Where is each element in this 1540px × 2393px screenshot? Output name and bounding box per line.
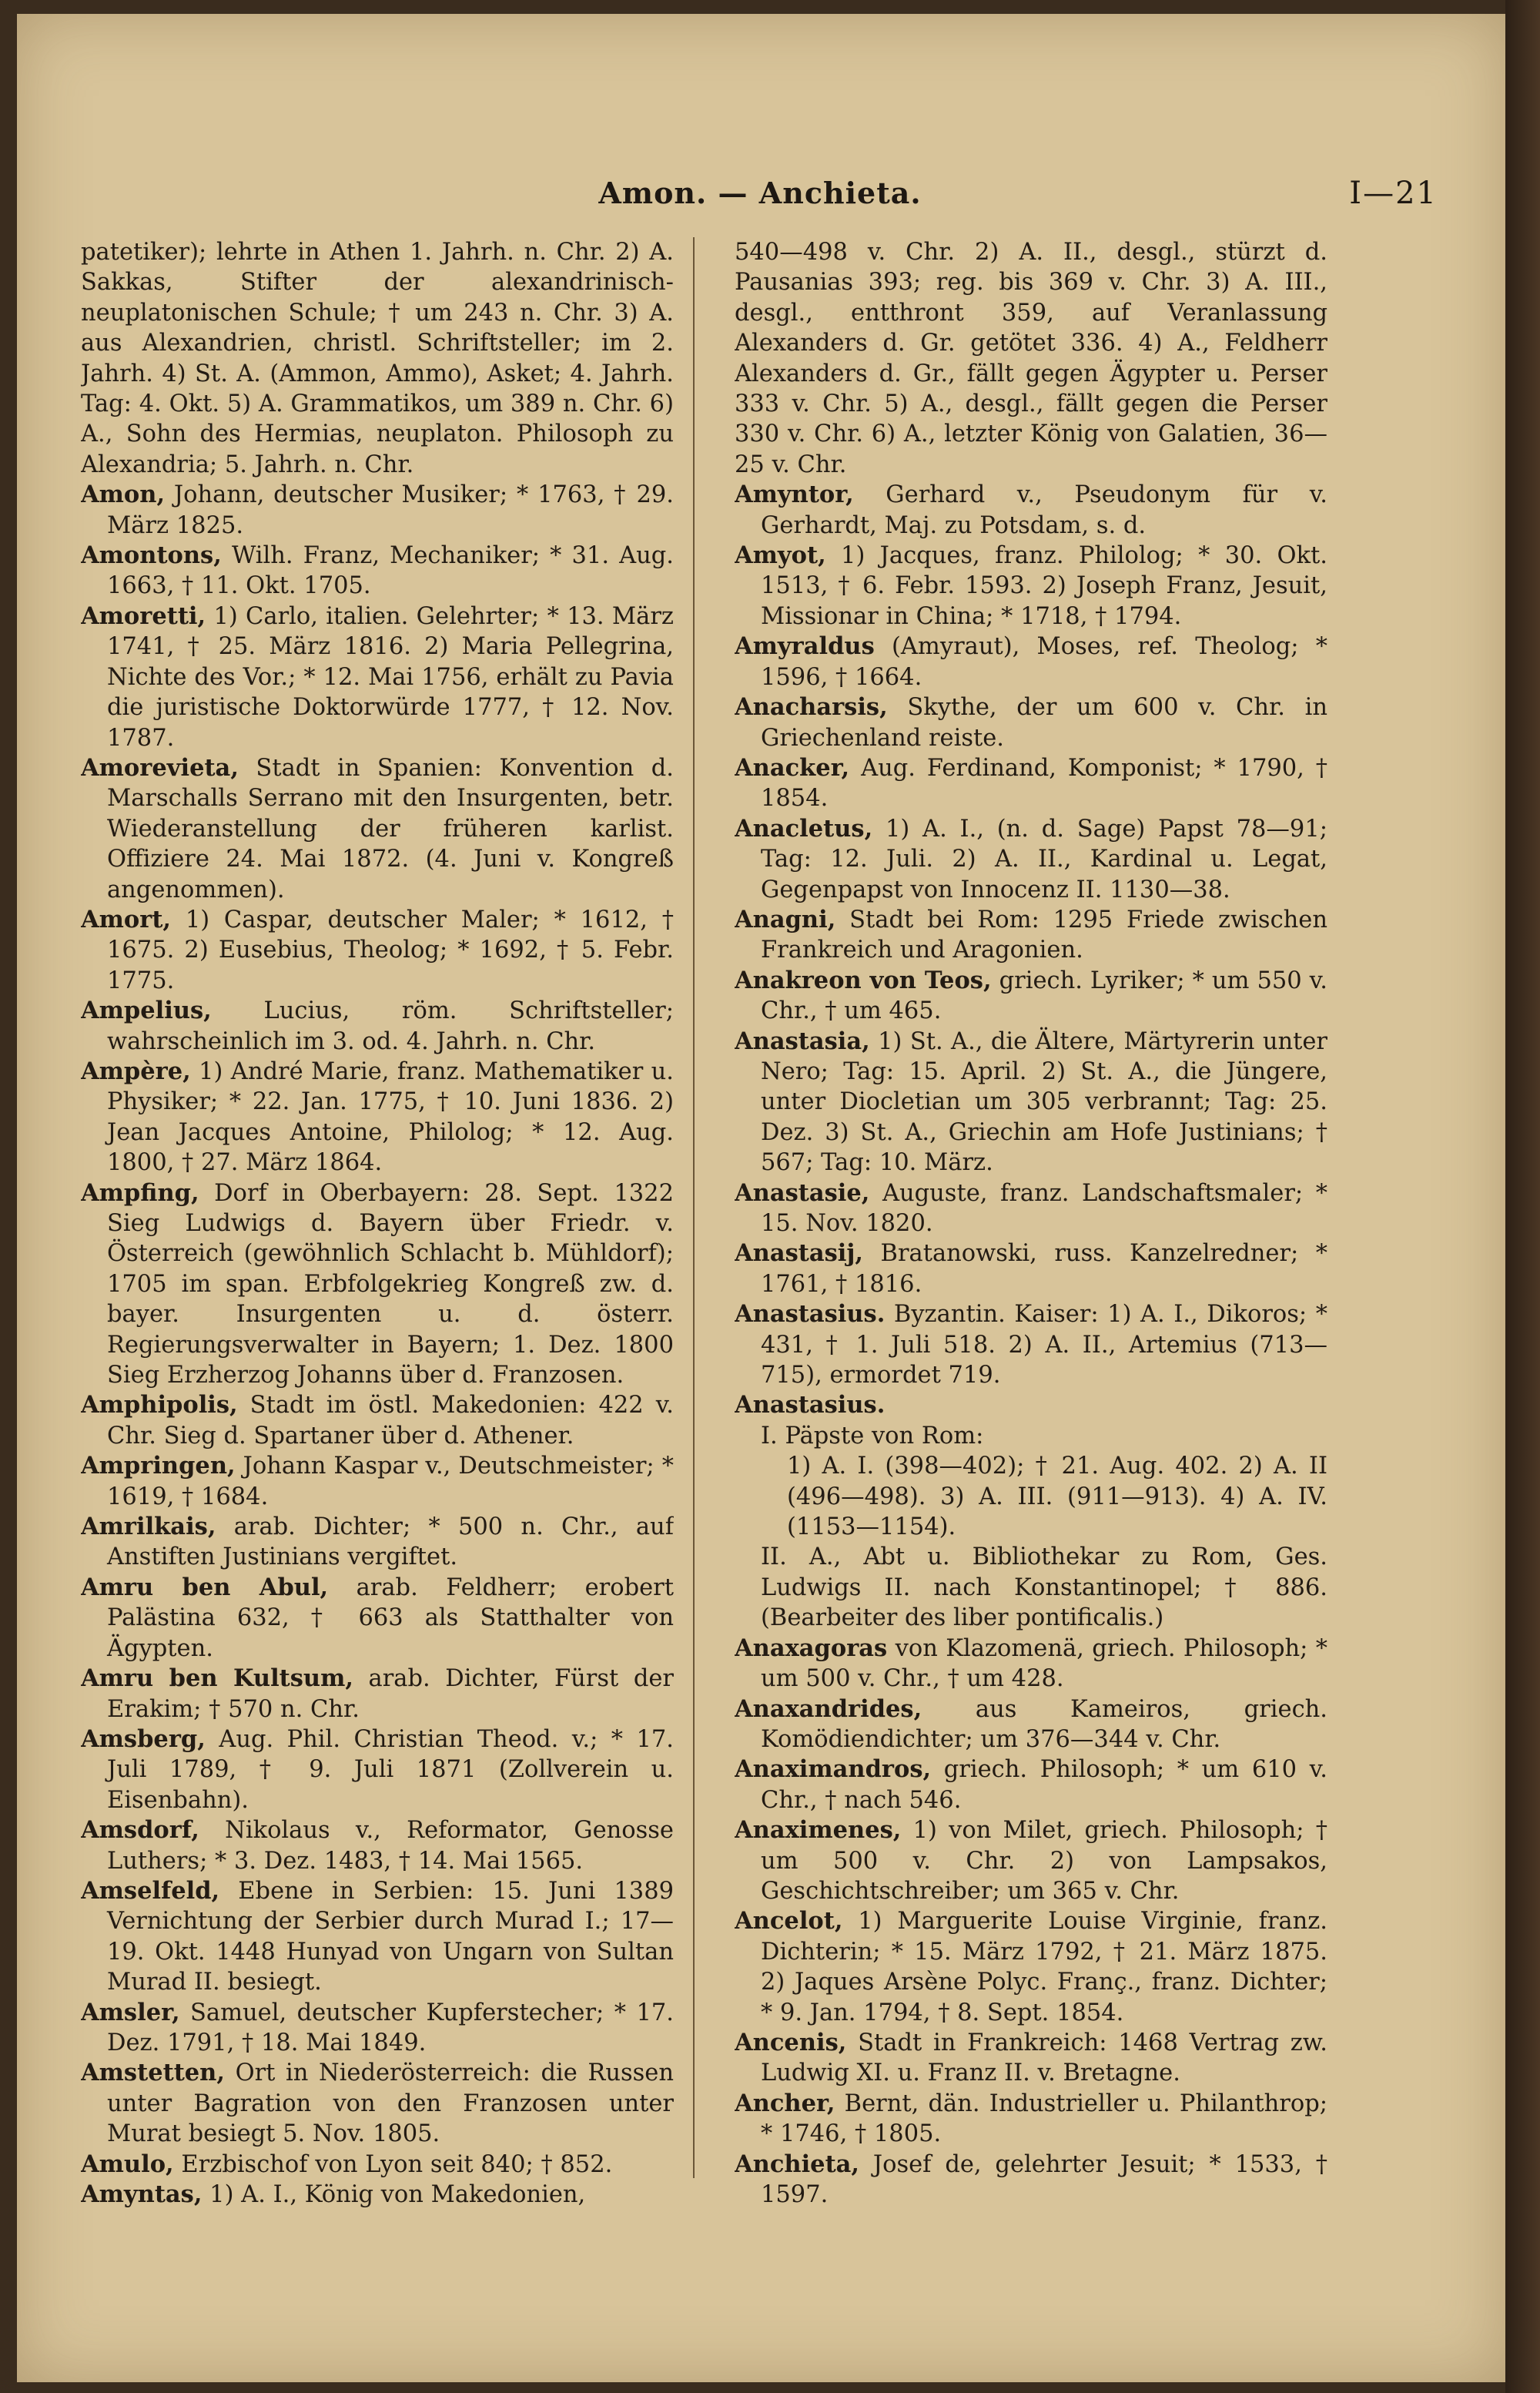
dictionary-entry bbox=[735, 541, 1327, 632]
dictionary-entry bbox=[81, 541, 674, 602]
entry-text: 540—498 v. Chr. 2) A. II., desgl., stürzt d. Pausanias 393; reg. bis 369 v. Chr. 3) A. III., desgl., entthront 359, auf Veranlassung Alexanders d. Gr. getötet 336. 4) A., Feldherr Alexanders d. Gr., fällt gegen Ägypter u. Perser 333 v. Chr. 5) A., desgl., fällt gegen die Perser 330 v. Chr. 6) A., letzter König von Galatien, 36—25 v. Chr. bbox=[735, 239, 1327, 478]
dictionary-entry bbox=[735, 1755, 1327, 1815]
entry-headword: Amyot, bbox=[735, 541, 826, 570]
entry-text: Johann Kaspar v., Deutschmeister; * 1619, † 1684. bbox=[107, 1453, 674, 1510]
entry-headword: Amon, bbox=[81, 481, 166, 509]
entry-headword: Anastasij, bbox=[735, 1239, 864, 1268]
entry-text: Ort in Niederösterreich: die Russen unter Bagration von den Franzosen unter Murat besiegt 5. Nov. 1805. bbox=[107, 2060, 674, 2148]
running-title: Amon. — Anchieta. bbox=[598, 176, 922, 210]
entry-headword: Ampringen, bbox=[81, 1452, 236, 1480]
entry-text: griech. Philosoph; * um 610 v. Chr., † nach 546. bbox=[761, 1756, 1327, 1814]
dictionary-entry bbox=[81, 1178, 674, 1391]
dictionary-entry bbox=[735, 2028, 1327, 2089]
book-spine-edge bbox=[1505, 0, 1540, 2393]
entry-headword: Amorevieta, bbox=[81, 753, 239, 782]
entry-headword: Amstetten, bbox=[81, 2059, 225, 2087]
dictionary-entry bbox=[735, 1815, 1327, 1906]
entry-headword: Amselfeld, bbox=[81, 1876, 220, 1905]
entry-text: II. A., Abt u. Bibliothekar zu Rom, Ges. Ludwigs II. nach Konstantinopel; † 886. (Bearbeiter des liber pontificalis.) bbox=[761, 1543, 1327, 1632]
entry-text: Stadt in Spanien: Konvention d. Marschalls Serrano mit den Insurgenten, betr. Wiederanstellung der früheren karlist. Offiziere 24. Mai 1872. (4. Juni v. Kongreß angenommen). bbox=[107, 754, 674, 903]
dictionary-entry bbox=[735, 1634, 1327, 1694]
entry-text: patetiker); lehrte in Athen 1. Jahrh. n. Chr. 2) A. Sakkas, Stifter der alexandrinisch-neuplatonischen Schule; † um 243 n. Chr. 3) A. aus Alexandrien, christl. Schriftsteller; im 2. Jahrh. 4) St. A. (Ammon, Ammo), Asket; 4. Jahrh. Tag: 4. Okt. 5) A. Grammatikos, um 389 n. Chr. 6) A., Sohn des Hermias, neuplaton. Philosoph zu Alexandria; 5. Jahrh. n. Chr. bbox=[81, 239, 674, 478]
book-page bbox=[17, 14, 1507, 2382]
entry-headword: Amsler, bbox=[81, 1998, 180, 2026]
entry-text: arab. Dichter, Fürst der Erakim; † 570 n. Chr. bbox=[107, 1665, 674, 1723]
entry-headword: Anchieta, bbox=[735, 2150, 860, 2178]
entry-text: (Amyraut), Moses, ref. Theolog; * 1596, † 1664. bbox=[761, 633, 1327, 691]
dictionary-entry bbox=[735, 632, 1327, 692]
entry-text: 1) Marguerite Louise Virginie, franz. Dichterin; * 15. März 1792, † 21. März 1875. 2) Jaques Arsène Polyc. Franç., franz. Dichter; * 9. Jan. 1794, † 8. Sept. 1854. bbox=[761, 1908, 1327, 2026]
dictionary-entry bbox=[735, 966, 1327, 1027]
dictionary-entry bbox=[735, 1542, 1327, 1633]
entry-headword: Amru ben Abul, bbox=[81, 1573, 329, 1601]
entry-headword: Amyntas, bbox=[81, 2180, 203, 2208]
entry-text: Erzbischof von Lyon seit 840; † 852. bbox=[173, 2150, 613, 2178]
entry-text: 1) Carlo, italien. Gelehrter; * 13. März 1741, † 25. März 1816. 2) Maria Pellegrina, Nichte des Vor.; * 12. Mai 1756, erhält zu Pavia die juristische Doktorwürde 1777, † 12. Nov. 1787. bbox=[107, 602, 674, 752]
entry-text: I. Päpste von Rom: bbox=[761, 1422, 984, 1450]
dictionary-entry bbox=[81, 1876, 674, 1998]
entry-text: Nikolaus v., Reformator, Genosse Luthers; * 3. Dez. 1483, † 14. Mai 1565. bbox=[107, 1817, 674, 1875]
entry-text: Aug. Ferdinand, Komponist; * 1790, † 1854. bbox=[761, 754, 1327, 813]
dictionary-entry bbox=[81, 1057, 674, 1178]
dictionary-entry bbox=[81, 2150, 674, 2180]
entry-text: Wilh. Franz, Mechaniker; * 31. Aug. 1663, † 11. Okt. 1705. bbox=[107, 542, 674, 600]
entry-text: Bernt, dän. Industrieller u. Philanthrop; * 1746, † 1805. bbox=[761, 2090, 1327, 2148]
entry-headword: Ancher, bbox=[735, 2089, 835, 2117]
entry-headword: Anastasius. bbox=[735, 1391, 886, 1419]
dictionary-entry bbox=[735, 1906, 1327, 2028]
entry-headword: Anacletus, bbox=[735, 814, 873, 843]
entry-text: Auguste, franz. Landschaftsmaler; * 15. Nov. 1820. bbox=[761, 1179, 1327, 1237]
dictionary-entry bbox=[81, 1998, 674, 2059]
entry-headword: Amyntor, bbox=[735, 481, 854, 509]
entry-headword: Anastasie, bbox=[735, 1178, 870, 1207]
entry-headword: Anaxagoras bbox=[735, 1634, 888, 1662]
entry-text: Samuel, deutscher Kupferstecher; * 17. Dez. 1791, † 18. Mai 1849. bbox=[107, 1999, 674, 2056]
entry-headword: Anacker, bbox=[735, 753, 850, 782]
entry-headword: Anastasius. bbox=[735, 1300, 886, 1329]
entry-headword: Anaxandrides, bbox=[735, 1694, 922, 1723]
entry-text: Lucius, röm. Schriftsteller; wahrscheinlich im 3. od. 4. Jahrh. n. Chr. bbox=[107, 997, 674, 1055]
dictionary-entry bbox=[81, 1390, 674, 1451]
entry-headword: Amontons, bbox=[81, 541, 222, 570]
entry-headword: Amyraldus bbox=[735, 632, 875, 661]
dictionary-entry bbox=[735, 1178, 1327, 1239]
entry-text: Gerhard v., Pseudonym für v. Gerhardt, Maj. zu Potsdam, s. d. bbox=[761, 481, 1327, 539]
dictionary-entry bbox=[81, 602, 674, 753]
dictionary-entry bbox=[735, 1694, 1327, 1755]
entry-headword: Anakreon von Teos, bbox=[735, 966, 992, 994]
dictionary-entry bbox=[81, 753, 674, 905]
dictionary-entry bbox=[81, 996, 674, 1057]
dictionary-entry bbox=[81, 1573, 674, 1664]
entry-text: Josef de, gelehrter Jesuit; * 1533, † 1597. bbox=[761, 2150, 1327, 2208]
entry-headword: Anastasia, bbox=[735, 1027, 870, 1055]
dictionary-entry bbox=[81, 2058, 674, 2149]
entry-text: 1) von Milet, griech. Philosoph; † um 500 v. Chr. 2) von Lampsakos, Geschichtschreiber; um 365 v. Chr. bbox=[761, 1817, 1327, 1905]
entry-text: Dorf in Oberbayern: 28. Sept. 1322 Sieg Ludwigs d. Bayern über Friedr. v. Österreich (gewöhnlich Schlacht b. Mühldorf); 1705 im span. Erbfolgekrieg Kongreß zw. d. bayer. Insurgenten u. d. österr. Regierungsverwalter in Bayern; 1. Dez. 1800 Sieg Erzherzog Johanns über d. Franzosen. bbox=[107, 1179, 674, 1389]
dictionary-entry bbox=[81, 480, 674, 541]
dictionary-entry bbox=[81, 2180, 674, 2209]
entry-text: Stadt im östl. Makedonien: 422 v. Chr. Sieg d. Spartaner über d. Athener. bbox=[107, 1392, 674, 1450]
entry-headword: Anacharsis, bbox=[735, 693, 888, 722]
dictionary-entry bbox=[735, 2089, 1327, 2150]
entry-headword: Amru ben Kultsum, bbox=[81, 1664, 353, 1693]
entry-headword: Anaximenes, bbox=[735, 1816, 902, 1845]
entry-text: Ebene in Serbien: 15. Juni 1389 Vernichtung der Serbier durch Murad I.; 17—19. Okt. 1448 Hunyad von Ungarn von Sultan Murad II. besiegt. bbox=[107, 1877, 674, 1996]
dictionary-entry bbox=[735, 480, 1327, 541]
dictionary-entry bbox=[735, 1390, 1327, 1420]
right-column bbox=[735, 237, 1327, 2209]
entry-text: von Klazomenä, griech. Philosoph; * um 500 v. Chr., † um 428. bbox=[761, 1634, 1327, 1693]
column-divider bbox=[693, 237, 695, 2178]
entry-text: arab. Dichter; * 500 n. Chr., auf Anstiften Justinians vergiftet. bbox=[107, 1513, 674, 1571]
dictionary-entry bbox=[735, 1451, 1327, 1542]
entry-headword: Anagni, bbox=[735, 905, 836, 933]
dictionary-entry bbox=[81, 1664, 674, 1724]
entry-text: griech. Lyriker; * um 550 v. Chr., † um 465. bbox=[761, 967, 1327, 1025]
dictionary-entry bbox=[735, 2150, 1327, 2209]
entry-text: arab. Feldherr; erobert Palästina 632, † 663 als Statthalter von Ägypten. bbox=[107, 1574, 674, 1662]
entry-text: 1) Caspar, deutscher Maler; * 1612, † 1675. 2) Eusebius, Theolog; * 1692, † 5. Febr. 1775. bbox=[107, 906, 674, 994]
entry-headword: Amsdorf, bbox=[81, 1816, 199, 1845]
dictionary-entry bbox=[81, 905, 674, 996]
dictionary-entry bbox=[81, 1451, 674, 1512]
entry-headword: Ancelot, bbox=[735, 1907, 843, 1936]
dictionary-entry bbox=[81, 237, 674, 480]
entry-text: 1) André Marie, franz. Mathematiker u. Physiker; * 22. Jan. 1775, † 10. Juni 1836. 2) Jean Jacques Antoine, Philolog; * 12. Aug. 1800, † 27. März 1864. bbox=[107, 1057, 674, 1177]
entry-text: Stadt bei Rom: 1295 Friede zwischen Frankreich und Aragonien. bbox=[761, 906, 1327, 964]
dictionary-entry bbox=[81, 1512, 674, 1573]
entry-text: 1) A. I., König von Makedonien, bbox=[202, 2181, 586, 2208]
entry-headword: Anaximandros, bbox=[735, 1755, 932, 1784]
entry-text: 1) A. I., (n. d. Sage) Papst 78—91; Tag: 12. Juli. 2) A. II., Kardinal u. Legat, Gegenpapst von Innocenz II. 1130—38. bbox=[761, 815, 1327, 903]
entry-headword: Amrilkais, bbox=[81, 1513, 216, 1541]
entry-headword: Amoretti, bbox=[81, 602, 206, 630]
dictionary-entry bbox=[735, 692, 1327, 753]
entry-headword: Amsberg, bbox=[81, 1724, 206, 1753]
entry-text: 1) A. I. (398—402); † 21. Aug. 402. 2) A. II (496—498). 3) A. III. (911—913). 4) A. IV. (1153—1154). bbox=[787, 1453, 1327, 1541]
page-number: I—21 bbox=[1349, 176, 1438, 211]
entry-text: Bratanowski, russ. Kanzelredner; * 1761, † 1816. bbox=[761, 1240, 1327, 1298]
entry-headword: Ampelius, bbox=[81, 997, 212, 1025]
entry-text: Stadt in Frankreich: 1468 Vertrag zw. Ludwig XI. u. Franz II. v. Bretagne. bbox=[761, 2029, 1327, 2087]
entry-headword: Amphipolis, bbox=[81, 1391, 238, 1419]
dictionary-entry bbox=[81, 1724, 674, 1815]
entry-text: Skythe, der um 600 v. Chr. in Griechenland reiste. bbox=[761, 694, 1327, 752]
dictionary-entry bbox=[735, 237, 1327, 480]
dictionary-entry bbox=[735, 1238, 1327, 1299]
dictionary-entry bbox=[735, 1421, 1327, 1451]
dictionary-entry bbox=[735, 1299, 1327, 1390]
dictionary-entry bbox=[735, 814, 1327, 905]
entry-headword: Ampère, bbox=[81, 1057, 191, 1085]
dictionary-entry bbox=[735, 1027, 1327, 1178]
dictionary-entry bbox=[735, 905, 1327, 966]
entry-text: Byzantin. Kaiser: 1) A. I., Dikoros; * 431, † 1. Juli 518. 2) A. II., Artemius (713—715), ermordet 719. bbox=[761, 1301, 1327, 1389]
entry-text: 1) St. A., die Ältere, Märtyrerin unter Nero; Tag: 15. April. 2) St. A., die Jüngere, unter Diocletian um 305 verbrannt; Tag: 25. Dez. 3) St. A., Griechin am Hofe Justinians; † 567; Tag: 10. März. bbox=[761, 1027, 1327, 1177]
entry-headword: Ampfing, bbox=[81, 1178, 199, 1207]
entry-text: 1) Jacques, franz. Philolog; * 30. Okt. 1513, † 6. Febr. 1593. 2) Joseph Franz, Jesuit, Missionar in China; * 1718, † 1794. bbox=[761, 542, 1327, 630]
dictionary-entry bbox=[735, 753, 1327, 814]
entry-headword: Amort, bbox=[81, 905, 172, 933]
dictionary-entry bbox=[81, 1815, 674, 1876]
entry-text: Aug. Phil. Christian Theod. v.; * 17. Juli 1789, † 9. Juli 1871 (Zollverein u. Eisenbahn). bbox=[107, 1725, 674, 1814]
left-column bbox=[81, 237, 674, 2209]
running-header bbox=[82, 176, 1438, 222]
entry-text: Johann, deutscher Musiker; * 1763, † 29. März 1825. bbox=[107, 481, 674, 539]
entry-text: aus Kameiros, griech. Komödiendichter; um 376—344 v. Chr. bbox=[761, 1695, 1327, 1753]
entry-headword: Amulo, bbox=[81, 2150, 174, 2178]
entry-headword: Ancenis, bbox=[735, 2028, 847, 2056]
